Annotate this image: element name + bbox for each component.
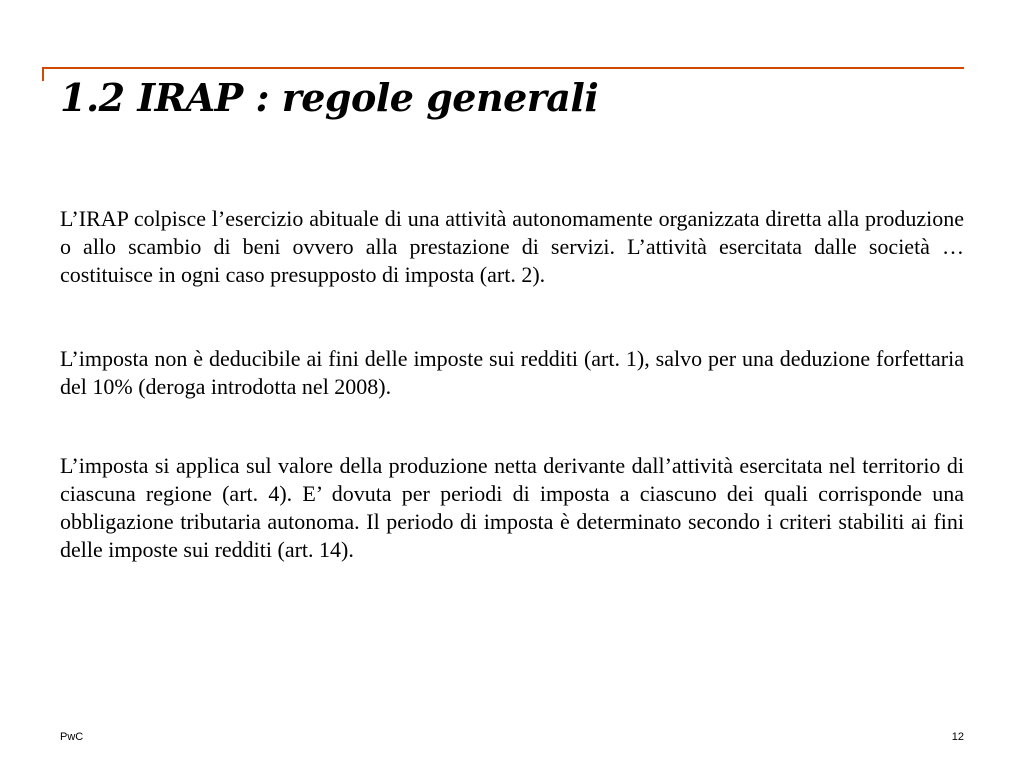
body-paragraph-deductibility: L’imposta non è deducibile ai fini delle imposte sui redditi (art. 1), salvo per una deduzione forfettaria del 10% (deroga introdotta nel 2008). xyxy=(60,346,964,399)
body-paragraph-irap-scope: L’IRAP colpisce l’esercizio abituale di una attività autonomamente organizzata diretta alla produzione o allo scambio di beni ovvero alla prestazione di servizi. L’attività esercitata dalle società … costituisce in ogni caso presupposto di imposta (art. 2). xyxy=(60,206,964,287)
title-accent-rule xyxy=(42,67,964,69)
slide-title: 1.2 IRAP : regole generali xyxy=(60,75,599,120)
slide-body xyxy=(60,205,964,564)
slide-footer xyxy=(60,729,964,745)
footer-page-number: 12 xyxy=(951,731,964,743)
title-accent-tick xyxy=(42,67,44,81)
body-paragraph-tax-base: L’imposta si applica sul valore della produzione netta derivante dall’attività esercitata nel territorio di ciascuna regione (art. 4). E’ dovuta per periodi di imposta a ciascuno dei quali corrisponde una obbligazione tributaria autonoma. Il periodo di imposta è determinato secondo i criteri stabiliti ai fini delle imposte sui redditi (art. 14). xyxy=(60,453,964,562)
footer-brand: PwC xyxy=(60,731,84,743)
